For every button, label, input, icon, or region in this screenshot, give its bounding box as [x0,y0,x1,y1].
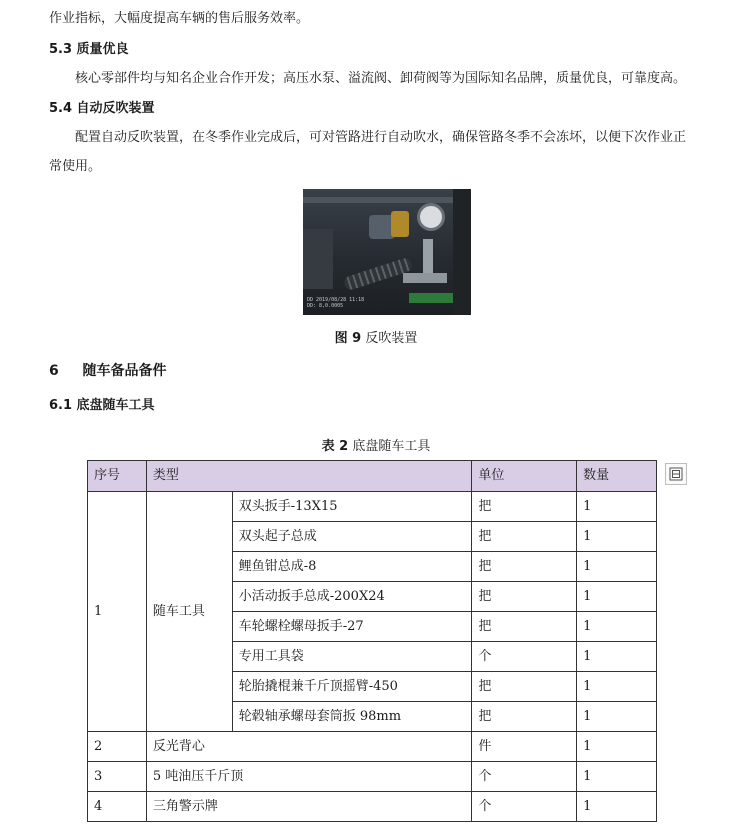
item-unit: 把 [472,672,577,702]
paragraph-5-4-line2: 常使用。 [49,159,102,174]
item-name: 鲤鱼钳总成-8 [232,552,472,582]
item-qty: 1 [577,522,657,552]
section-heading-5-3: 5.3 质量优良 [49,42,129,57]
item-qty: 1 [577,492,657,522]
row-type: 随车工具 [146,492,232,732]
item-unit: 把 [472,702,577,732]
header-type: 类型 [146,461,471,492]
item-name: 专用工具袋 [232,642,472,672]
row-index: 1 [88,492,147,732]
row-index: 2 [88,732,147,762]
table-header-row [88,461,657,492]
row-qty: 1 [577,762,657,792]
row-unit: 件 [472,732,577,762]
row-index: 4 [88,792,147,822]
figure-caption-label: 图 9 [334,331,362,346]
header-quantity: 数量 [577,461,657,492]
item-qty: 1 [577,552,657,582]
figure-caption-text: 反吹装置 [365,331,418,346]
table-select-icon[interactable] [665,463,687,485]
chassis-tools-table [87,460,657,822]
figure-blowback-device-photo: DD 2019/08/28 11:18 DD: 8,0.0005 [303,189,471,315]
item-unit: 把 [472,522,577,552]
item-qty: 1 [577,642,657,672]
row-qty: 1 [577,732,657,762]
table-caption [0,435,752,454]
item-name: 双头起子总成 [232,522,472,552]
paragraph-continuation: 作业指标，大幅度提高车辆的售后服务效率。 [49,11,310,26]
row-index: 3 [88,762,147,792]
item-name: 小活动扳手总成-200X24 [232,582,472,612]
table-row [88,762,657,792]
table-caption-label: 表 2 [321,439,349,454]
item-unit: 个 [472,642,577,672]
item-unit: 把 [472,552,577,582]
section-6-heading [49,362,167,380]
item-qty: 1 [577,612,657,642]
row-type: 反光背心 [146,732,471,762]
item-unit: 把 [472,612,577,642]
table-caption-text: 底盘随车工具 [352,439,431,454]
item-unit: 把 [472,492,577,522]
row-type: 5 吨油压千斤顶 [146,762,471,792]
table-select-glyph [669,467,683,481]
section-heading-5-4: 5.4 自动反吹装置 [49,101,155,116]
row-type: 三角警示牌 [146,792,471,822]
item-qty: 1 [577,702,657,732]
item-qty: 1 [577,582,657,612]
row-qty: 1 [577,792,657,822]
section-heading-6-1: 6.1 底盘随车工具 [49,398,155,413]
paragraph-5-3: 核心零部件均与知名企业合作开发；高压水泵、溢流阀、卸荷阀等为国际知名品牌，质量优良，可靠度高。 [75,71,687,86]
paragraph-5-4-line1: 配置自动反吹装置，在冬季作业完成后，可对管路进行自动吹水，确保管路冬季不会冻坏，以便下次作业正 [75,130,687,145]
header-unit: 单位 [472,461,577,492]
item-unit: 把 [472,582,577,612]
figure-caption [0,327,752,346]
header-index: 序号 [88,461,147,492]
table-row [88,492,657,522]
item-qty: 1 [577,672,657,702]
item-name: 轮毂轴承螺母套筒扳 98mm [232,702,472,732]
row-unit: 个 [472,762,577,792]
section-6-number: 6 [49,363,59,379]
table-row [88,732,657,762]
item-name: 双头扳手-13X15 [232,492,472,522]
table-row [88,792,657,822]
row-unit: 个 [472,792,577,822]
item-name: 车轮螺栓螺母扳手-27 [232,612,472,642]
section-6-title: 随车备品备件 [82,363,167,379]
item-name: 轮胎撬棍兼千斤顶摇臂-450 [232,672,472,702]
